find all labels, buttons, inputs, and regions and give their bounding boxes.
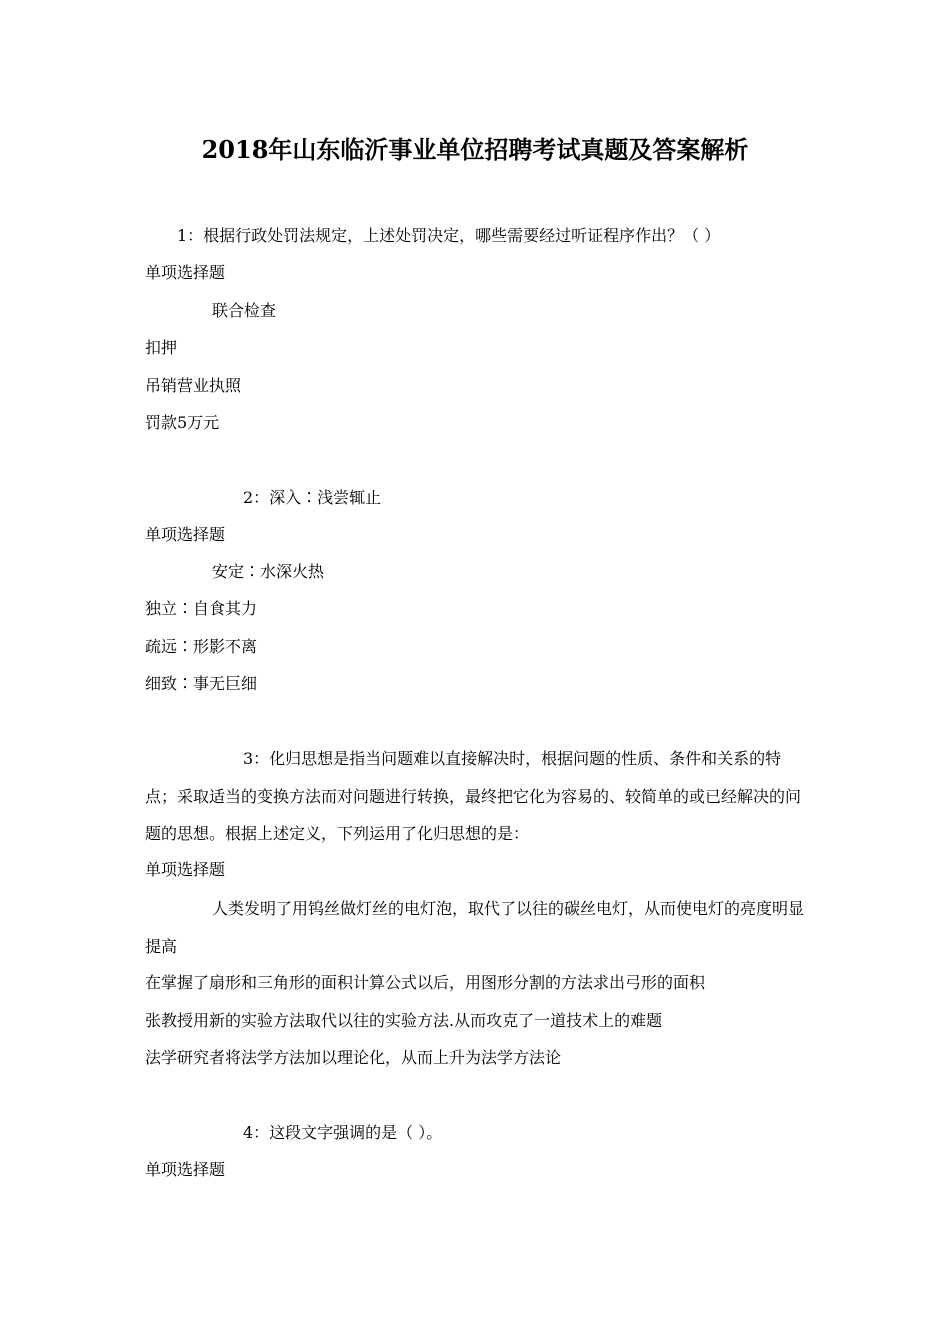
question-1-option-b: 扣押 — [145, 338, 178, 357]
question-1-option-d: 罚款5万元 — [145, 413, 220, 432]
question-3-option-b: 在掌握了扇形和三角形的面积计算公式以后，用图形分割的方法求出弓形的面积 — [145, 973, 706, 992]
question-3-option-a: 人类发明了用钨丝做灯丝的电灯泡，取代了以往的碳丝电灯，从而使电灯的亮度明显提高 — [145, 899, 805, 956]
question-2-option-a: 安定∶水深火热 — [212, 562, 325, 581]
question-2-type: 单项选择题 — [145, 525, 226, 544]
question-1-type: 单项选择题 — [145, 263, 226, 282]
question-4-stem: 4：这段文字强调的是（ ）。 — [243, 1123, 443, 1142]
document-title: 2018年山东临沂事业单位招聘考试真题及答案解析 — [201, 135, 749, 164]
question-2-option-c: 疏远∶形影不离 — [145, 637, 258, 656]
question-1-option-c: 吊销营业执照 — [145, 376, 242, 395]
question-2-stem: 2：深入∶浅尝辄止 — [243, 488, 382, 507]
question-4-type: 单项选择题 — [145, 1160, 226, 1179]
question-3-stem: 3：化归思想是指当问题难以直接解决时，根据问题的性质、条件和关系的特点；采取适当的变换方法而对问题进行转换，最终把它化为容易的、较简单的或已经解决的问题的思想。根据上述定义，下列运用了化归思想的是： — [145, 749, 802, 843]
question-2-option-b: 独立∶自食其力 — [145, 599, 258, 618]
question-2-option-d: 细致∶事无巨细 — [145, 674, 258, 693]
question-1-option-a: 联合检查 — [212, 301, 277, 320]
question-3-type: 单项选择题 — [145, 860, 226, 879]
question-3-option-c: 张教授用新的实验方法取代以往的实验方法.从而攻克了一道技术上的难题 — [145, 1011, 663, 1030]
question-3-option-d: 法学研究者将法学方法加以理论化，从而上升为法学方法论 — [145, 1048, 562, 1067]
question-1-stem: 1：根据行政处罚法规定，上述处罚决定，哪些需要经过听证程序作出？（ ） — [177, 226, 721, 245]
